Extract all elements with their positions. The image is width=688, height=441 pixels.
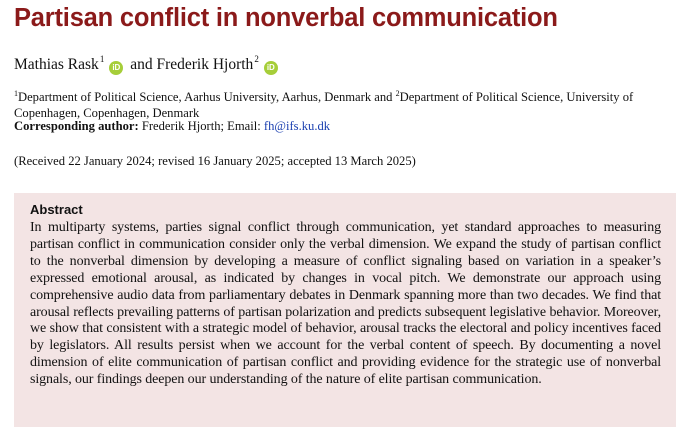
affiliation-marker: 1 bbox=[14, 89, 18, 98]
corresponding-label: Corresponding author: bbox=[14, 119, 139, 133]
affiliations bbox=[14, 86, 674, 121]
orcid-icon[interactable]: iD bbox=[109, 61, 123, 75]
affiliation-marker: 2 bbox=[254, 54, 259, 64]
abstract-text: In multiparty systems, parties signal conflict through communication, yet standard approaches to measuring partisan conflict in communication consider only the verbal dimension. We expand the study of partisan conflict to the nonverbal dimension by developing a measure of conflict signaling based on variation in a speaker’s expressed emotional arousal, as indicated by changes in vocal pitch. We demonstrate our approach using comprehensive audio data from parliamentary debates in Denmark spanning more than two decades. We find that arousal reflects prevailing patterns of partisan polarization and predicts subsequent legislative behavior. Moreover, we show that consistent with a strategic model of behavior, arousal tracks the electoral and policy incentives faced by legislators. All results persist when we account for the verbal content of speech. By documenting a novel dimension of elite communication of partisan conflict and providing evidence for the strategic use of nonverbal signals, our findings deepen our understanding of the nature of elite partisan communication. bbox=[30, 220, 661, 388]
email-link[interactable]: fh@ifs.ku.dk bbox=[263, 119, 331, 133]
corresponding-text: Frederik Hjorth; Email: bbox=[138, 119, 264, 133]
affiliation-text: Department of Political Science, Aarhus University, Aarhus, Denmark and bbox=[18, 90, 396, 104]
affiliation-marker: 2 bbox=[395, 89, 400, 98]
author-list bbox=[14, 54, 281, 75]
abstract-heading: Abstract bbox=[30, 202, 83, 217]
affiliation-marker: 1 bbox=[99, 54, 105, 64]
corresponding-author bbox=[14, 119, 330, 134]
affiliation-text: Department of Political Science, University of Copenhagen, Copenhagen, Denmark bbox=[14, 90, 634, 120]
author-name[interactable]: Frederik Hjorth bbox=[156, 56, 254, 73]
orcid-icon[interactable]: iD bbox=[264, 61, 278, 75]
author-name[interactable]: Mathias Rask bbox=[14, 56, 99, 73]
article-title: Partisan conflict in nonverbal communication bbox=[14, 4, 558, 32]
author-conjunction: and bbox=[130, 56, 153, 73]
received-dates: (Received 22 January 2024; revised 16 January 2025; accepted 13 March 2025) bbox=[14, 154, 416, 168]
abstract-box bbox=[14, 193, 676, 427]
